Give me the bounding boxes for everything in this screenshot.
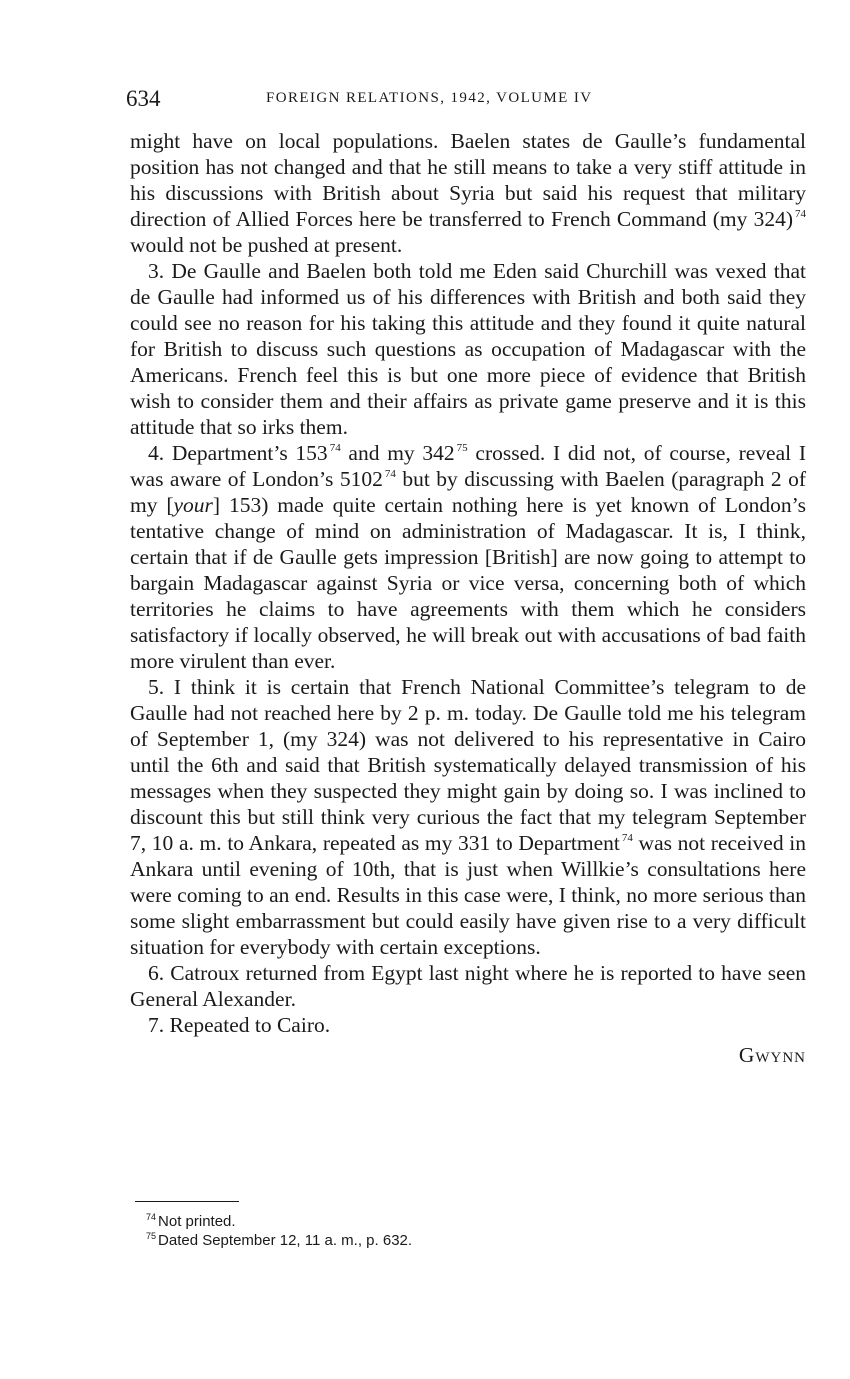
footnote-divider xyxy=(135,1201,239,1202)
footnote-item: $^{74}$ Not printed. xyxy=(146,1212,236,1230)
document-body xyxy=(130,128,806,1068)
paragraph-5: 5. I think it is certain that French National Committee’s telegram to de Gaulle had not reached here by 2 p. m. today. De Gaulle told me his telegram of September 1, (my 324) was not delivered to his representative in Cairo until the 6th and said that British systematically delayed transmission of his messages when they suspected they might gain by doing so. I was inclined to discount this but still think very curious the fact that my telegram September 7, 10 a. m. to Ankara, repeated as my 331 to Department $^{74}$ was not received in Ankara until evening of 10th, that is just when Willkie’s consultations here were coming to an end. Results in this case were, I think, no more serious than some slight embarrassment but could easily have given rise to a very difficult situation for everybody with certain exceptions. xyxy=(130,675,806,959)
paragraph-6: 6. Catroux returned from Egypt last night where he is reported to have seen General Alexander. xyxy=(130,961,806,1011)
page-number: 634 xyxy=(126,86,161,111)
paragraph-4: 4. Department’s 153 $^{74}$ and my 342 $^{75}$ crossed. I did not, of course, reveal I was aware of London’s 5102 $^{74}$ but by discussing with Baelen (paragraph 2 of my [your] 153) made quite certain nothing here is yet known of London’s tentative change of mind on administration of Madagascar. It is, I think, certain that if de Gaulle gets impression [British] are now going to attempt to bargain Madagascar against Syria or vice versa, concerning both of which territories he claims to have agreements with them which he considers satisfactory if locally observed, he will break out with accusations of bad faith more virulent than ever. xyxy=(130,441,806,673)
footnote-ref: 74 xyxy=(329,442,341,454)
footnotes xyxy=(146,1212,412,1250)
footnote-item: $^{75}$ Dated September 12, 11 a. m., p. 632. xyxy=(146,1231,413,1249)
paragraph-7: 7. Repeated to Cairo. xyxy=(148,1013,331,1037)
footnote-ref: 74 xyxy=(621,832,633,844)
footnote-ref: 74 xyxy=(384,468,396,480)
page-header xyxy=(126,86,806,116)
signature: Gwynn xyxy=(738,1043,806,1067)
running-head: FOREIGN RELATIONS, 1942, VOLUME IV xyxy=(266,90,593,106)
footnote-ref: 75 xyxy=(456,442,468,454)
paragraph-3: 3. De Gaulle and Baelen both told me Eden said Churchill was vexed that de Gaulle had informed us of his differences with British and both said they could see no reason for his taking this attitude and they found it quite natural for British to discuss such questions as occupation of Madagascar with the Americans. French feel this is but one more piece of evidence that British wish to consider them and their affairs as private game preserve and it is this attitude that so irks them. xyxy=(130,259,806,439)
paragraph-continuation: might have on local populations. Baelen states de Gaulle’s fundamental position has not changed and that he still means to take a very stiff attitude in his discussions with British about Syria but said his request that military direction of Allied Forces here be transferred to French Command (my 324) $^{74}$ would not be pushed at present. xyxy=(130,129,806,257)
footnote-ref: 74 xyxy=(795,208,806,220)
